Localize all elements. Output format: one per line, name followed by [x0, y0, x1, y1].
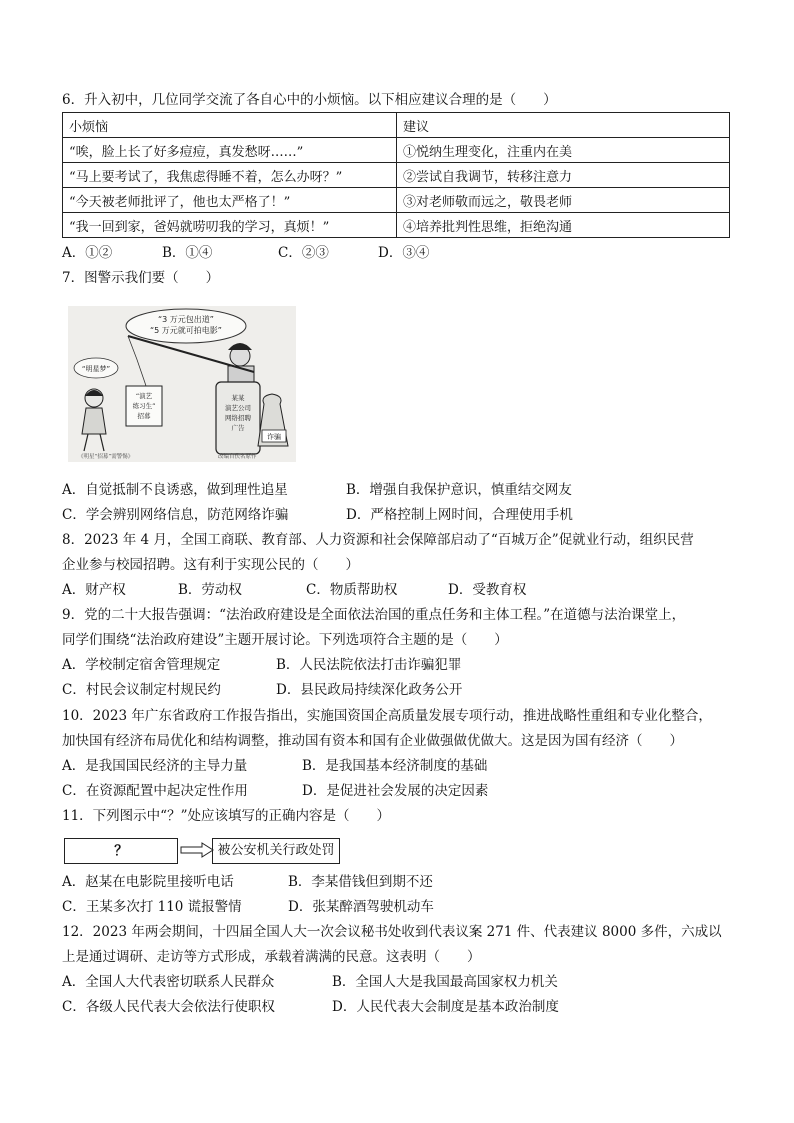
- phone-text-4: 广告: [231, 424, 245, 432]
- table-row: [63, 163, 730, 188]
- option-b[interactable]: B．人民法院依法打击诈骗犯罪: [276, 657, 462, 673]
- option-c[interactable]: C．②③: [278, 245, 329, 261]
- option-a[interactable]: A．是我国国民经济的主导力量: [62, 758, 248, 774]
- option-c[interactable]: C．在资源配置中起决定性作用: [62, 783, 248, 799]
- phone-text-2: 演艺公司: [225, 404, 251, 412]
- option-a[interactable]: A．财产权: [62, 582, 126, 598]
- q12-stem-line2: 上是通过调研、走访等方式形成，承载着满满的民意。这表明（ ）: [62, 949, 481, 965]
- option-b[interactable]: B．全国人大是我国最高国家权力机关: [332, 974, 558, 990]
- option-b[interactable]: B．劳动权: [178, 582, 242, 598]
- table-cell: “唉，脸上长了好多痘痘，真发愁呀……”: [63, 138, 397, 163]
- table-header-row: [63, 113, 730, 138]
- q11-stem: 11．下列图示中“？”处应该填写的正确内容是（ ）: [62, 808, 390, 824]
- option-c[interactable]: C．各级人民代表大会依法行使职权: [62, 999, 275, 1015]
- option-c[interactable]: C．王某多次打 110 谎报警情: [62, 899, 242, 915]
- option-d[interactable]: D．是促进社会发展的决定因素: [302, 783, 489, 799]
- cartoon-caption-right: 改编自佚名原作: [218, 454, 257, 460]
- bubble-text-2: “5 万元就可拍电影”: [150, 326, 222, 335]
- option-b[interactable]: B．①④: [162, 245, 213, 261]
- q8-stem-line1: 8．2023 年 4 月，全国工商联、教育部、人力资源和社会保障部启动了“百城万企”促就业行动，组织民营: [62, 532, 694, 548]
- q8-stem-line2: 企业参与校园招聘。这有利于实现公民的（ ）: [62, 557, 359, 573]
- option-d[interactable]: D．严格控制上网时间，合理使用手机: [346, 507, 573, 523]
- option-a[interactable]: A．自觉抵制不良诱惑，做到理性追星: [62, 482, 288, 498]
- table-cell: ③对老师敬而远之，敬畏老师: [397, 188, 730, 213]
- table-cell: “马上要考试了，我焦虑得睡不着，怎么办呀？”: [63, 163, 397, 188]
- option-c[interactable]: C．村民会议制定村规民约: [62, 682, 221, 698]
- option-b[interactable]: B．李某借钱但到期不还: [288, 874, 433, 890]
- table-cell: ②尝试自我调节，转移注意力: [397, 163, 730, 188]
- option-d[interactable]: D．县民政局持续深化政务公开: [276, 682, 463, 698]
- table-header-cell: 小烦恼: [63, 113, 397, 138]
- q6-table: [62, 112, 730, 238]
- option-b[interactable]: B．是我国基本经济制度的基础: [302, 758, 488, 774]
- table-cell: “今天被老师批评了，他也太严格了！”: [63, 188, 397, 213]
- option-d[interactable]: D．人民代表大会制度是基本政治制度: [332, 999, 559, 1015]
- flow-result-box: 被公安机关行政处罚: [212, 838, 340, 864]
- option-b[interactable]: B．增强自我保护意识，慎重结交网友: [346, 482, 572, 498]
- table-header-cell: 建议: [397, 113, 730, 138]
- q10-stem-line2: 加快国有经济布局优化和结构调整，推动国有资本和国有企业做强做优做大。这是因为国有经济（ ）: [62, 733, 683, 749]
- q12-stem-line1: 12．2023 年两会期间，十四届全国人大一次会议秘书处收到代表议案 271 件、代表建议 8000 多件，六成以: [62, 924, 722, 940]
- flow-question-box: ？: [64, 838, 178, 864]
- q7-stem: 7．图警示我们要（ ）: [62, 270, 220, 286]
- table-row: [63, 213, 730, 238]
- table-cell: ④培养批判性思维，拒绝沟通: [397, 213, 730, 238]
- phone-text-3: 网络招聘: [225, 414, 251, 422]
- bait-text-2: 练习生”: [132, 402, 156, 410]
- bubble-text-1: “3 万元包出道”: [158, 315, 214, 324]
- option-d[interactable]: D．张某醉酒驾驶机动车: [288, 899, 434, 915]
- dream-label: “明星梦”: [81, 365, 111, 373]
- q9-stem-line2: 同学们围绕“法治政府建设”主题开展讨论。下列选项符合主题的是（ ）: [62, 632, 508, 648]
- q9-stem-line1: 9．党的二十大报告强调：“法治政府建设是全面依法治国的重点任务和主体工程。”在道德与法治课堂上，: [62, 607, 686, 623]
- option-a[interactable]: A．学校制定宿舍管理规定: [62, 657, 221, 673]
- option-a[interactable]: A．全国人大代表密切联系人民群众: [62, 974, 275, 990]
- option-d[interactable]: D．受教育权: [448, 582, 527, 598]
- q10-stem-line1: 10．2023 年广东省政府工作报告指出，实施国资国企高质量发展专项行动，推进战略性重组和专业化整合，: [62, 708, 712, 724]
- option-d[interactable]: D．③④: [378, 245, 430, 261]
- option-a[interactable]: A．赵某在电影院里接听电话: [62, 874, 234, 890]
- phone-text-1: 某某: [231, 394, 245, 402]
- bait-text-1: “演艺: [135, 392, 153, 400]
- table-cell: ①悦纳生理变化，注重内在美: [397, 138, 730, 163]
- option-a[interactable]: A．①②: [62, 245, 113, 261]
- q6-stem: 6．升入初中，几位同学交流了各自心中的小烦恼。以下相应建议合理的是（ ）: [62, 92, 557, 108]
- table-cell: “我一回到家，爸妈就唠叨我的学习，真烦！”: [63, 213, 397, 238]
- table-row: [63, 188, 730, 213]
- option-c[interactable]: C．学会辨别网络信息，防范网络诈骗: [62, 507, 289, 523]
- cartoon-caption-left: 《明星“招募”需警惕》: [78, 454, 134, 460]
- bait-text-3: 招募: [137, 412, 151, 420]
- q7-cartoon: [68, 306, 296, 462]
- bag-label: 诈骗: [267, 433, 281, 441]
- flow-arrow-icon: [180, 842, 214, 858]
- option-c[interactable]: C．物质帮助权: [306, 582, 398, 598]
- table-row: [63, 138, 730, 163]
